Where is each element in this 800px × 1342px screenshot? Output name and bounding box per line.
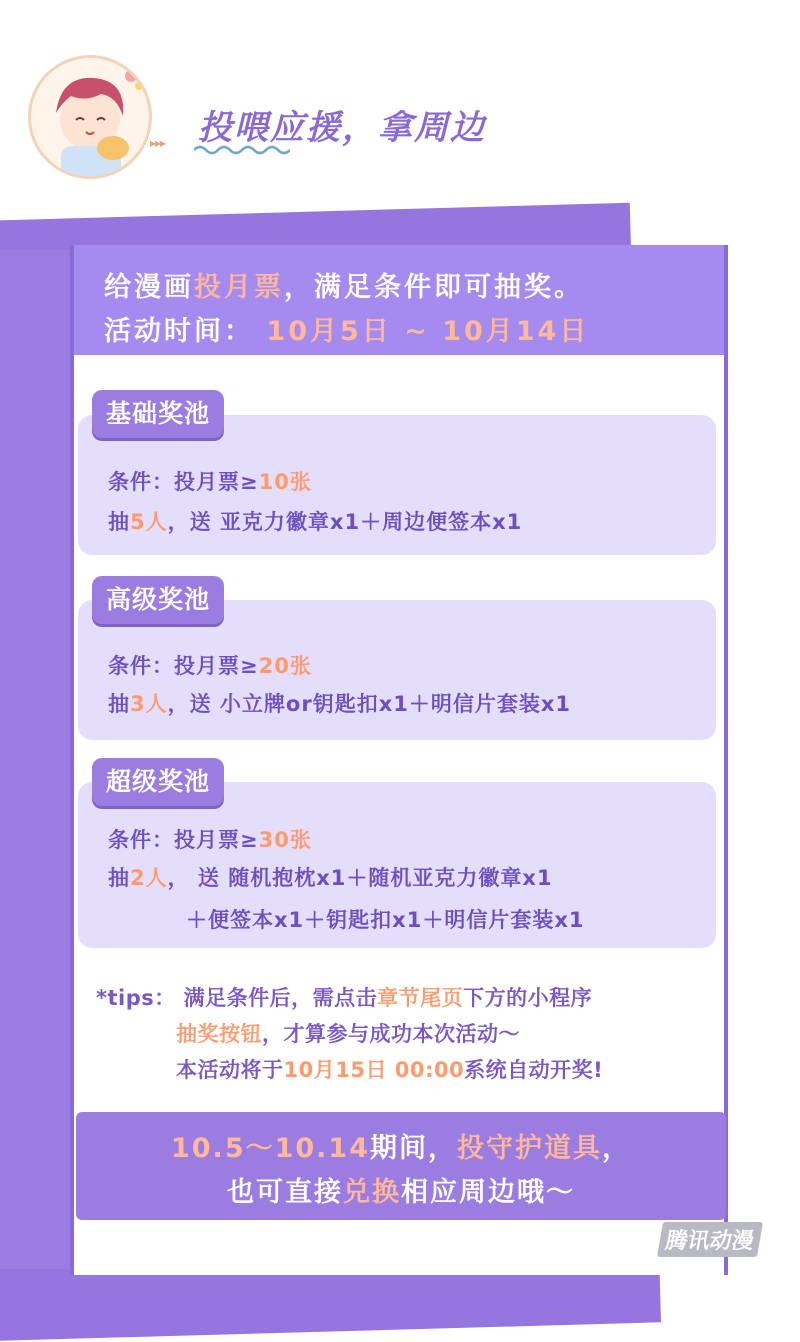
arrows-decoration: ▸▸▸ [150, 136, 166, 150]
bottom-line-1: 10.5～10.14期间，投守护道具， [170, 1133, 632, 1164]
pool-super-prize: 抽2人， 送 随机抱枕x1＋随机亚克力徽章x1 [108, 866, 553, 890]
pool-tag-advanced: 高级奖池 [92, 576, 224, 624]
tips-line-3: 本活动将于10月15日 00:00系统自动开奖! [176, 1058, 604, 1082]
intro-line-2: 活动时间： 10月5日 ~ 10月14日 [104, 316, 590, 347]
tips-line-1: *tips： 满足条件后，需点击章节尾页下方的小程序 [96, 986, 593, 1010]
pool-advanced-prize: 抽3人，送 小立牌or钥匙扣x1＋明信片套装x1 [108, 692, 572, 716]
pool-tag-super: 超级奖池 [92, 758, 224, 806]
bottom-line-2: 也可直接兑换相应周边哦～ [227, 1177, 575, 1208]
pool-basic-prize: 抽5人，送 亚克力徽章x1＋周边便签本x1 [108, 510, 523, 534]
pool-super-condition: 条件：投月票≥30张 [108, 828, 312, 852]
background-strip [0, 250, 80, 1269]
pool-basic-condition: 条件：投月票≥10张 [108, 470, 312, 494]
chibi-character-icon [31, 58, 149, 176]
bottom-banner [76, 1112, 726, 1220]
avatar [28, 55, 152, 179]
intro-line-1: 给漫画投月票，满足条件即可抽奖。 [104, 272, 584, 303]
page-title: 投喂应援，拿周边 [198, 108, 486, 148]
intro-banner [74, 245, 724, 355]
pool-tag-basic: 基础奖池 [92, 390, 224, 438]
pool-super-prize-cont: ＋便签本x1＋钥匙扣x1＋明信片套装x1 [186, 908, 585, 932]
watermark-logo: 腾讯动漫 [657, 1222, 763, 1257]
tips-line-2: 抽奖按钮，才算参与成功本次活动～ [176, 1022, 520, 1046]
pool-advanced-condition: 条件：投月票≥20张 [108, 654, 312, 678]
wave-underline-icon [194, 144, 290, 156]
